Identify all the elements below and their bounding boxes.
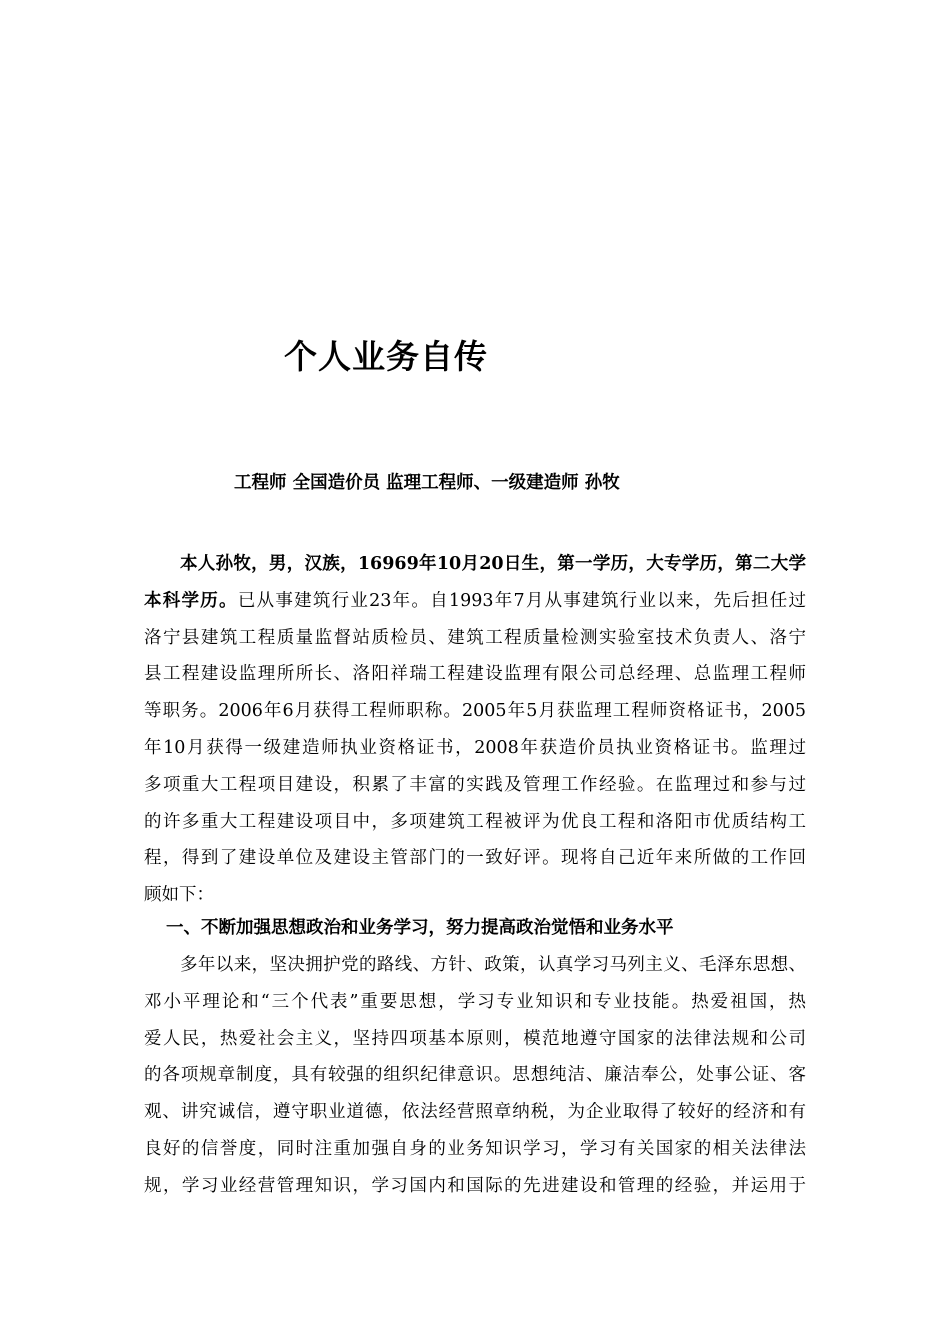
section-line: 观、讲究诚信，遵守职业道德，依法经营照章纳税，为企业取得了较好的经济和有 <box>144 1102 806 1123</box>
section-heading: 一、不断加强思想政治和业务学习，努力提高政治觉悟和业务水平 <box>166 917 674 938</box>
section-line: 爱人民，热爱社会主义，坚持四项基本原则，模范地遵守国家的法律法规和公司 <box>144 1028 806 1049</box>
intro-line: 年10月获得一级建造师执业资格证书，2008年获造价员执业资格证书。监理过 <box>144 737 806 758</box>
intro-line: 程，得到了建设单位及建设主管部门的一致好评。现将自己近年来所做的工作回 <box>144 848 806 869</box>
intro-line: 洛宁县建筑工程质量监督站质检员、建筑工程质量检测实验室技术负责人、洛宁 <box>144 627 806 648</box>
intro-bold-text: 本科学历。 <box>144 590 238 611</box>
document-body <box>144 546 806 1205</box>
section-line: 规，学习业经营管理知识，学习国内和国际的先进建设和管理的经验，并运用于 <box>144 1175 806 1196</box>
section-paragraph <box>144 947 806 1205</box>
section-line: 多年以来，坚决拥护党的路线、方针、政策，认真学习马列主义、毛泽东思想、 <box>180 954 806 975</box>
intro-line: 等职务。2006年6月获得工程师职称。2005年5月获监理工程师资格证书，2005 <box>144 701 806 722</box>
intro-line: 的许多重大工程建设项目中，多项建筑工程被评为优良工程和洛阳市优质结构工 <box>144 811 806 832</box>
intro-line: 多项重大工程项目建设，积累了丰富的实践及管理工作经验。在监理过和参与过 <box>144 774 806 795</box>
intro-line <box>144 583 806 620</box>
intro-line: 顾如下： <box>144 885 214 906</box>
section-line: 的各项规章制度，具有较强的组织纪律意识。思想纯洁、廉洁奉公，处事公证、客 <box>144 1065 806 1086</box>
document-title: 个人业务自传 <box>284 337 488 376</box>
intro-text: 已从事建筑行业23年。自1993年7月从事建筑行业以来，先后担任过 <box>237 590 807 611</box>
intro-line: 本人孙牧，男，汉族，16969年10月20日生，第一学历，大专学历，第二大学 <box>180 554 806 574</box>
section-line: 良好的信誉度，同时注重加强自身的业务知识学习，学习有关国家的相关法律法 <box>144 1138 806 1159</box>
intro-line: 县工程建设监理所所长、洛阳祥瑞工程建设监理有限公司总经理、总监理工程师 <box>144 664 806 685</box>
author-byline: 工程师 全国造价员 监理工程师、一级建造师 孙牧 <box>234 473 620 493</box>
intro-paragraph <box>144 546 806 914</box>
section-line: 邓小平理论和“三个代表”重要思想，学习专业知识和专业技能。热爱祖国，热 <box>144 991 806 1012</box>
